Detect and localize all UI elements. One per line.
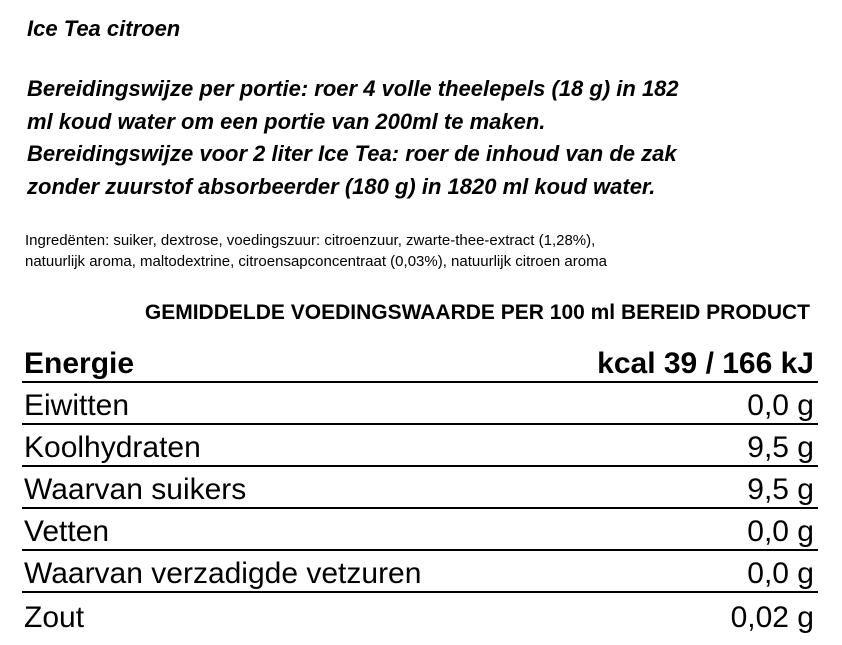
nutrient-value: 9,5 g xyxy=(747,473,814,506)
nutrient-value: 0,02 g xyxy=(730,601,814,634)
nutrient-name: Koolhydraten xyxy=(24,431,201,464)
nutrition-row-protein xyxy=(22,383,818,425)
preparation-line: zonder zuurstof absorbeerder (180 g) in 1820 ml koud water. xyxy=(27,173,656,199)
nutrition-row-sugars xyxy=(22,467,818,509)
preparation-line: ml koud water om een portie van 200ml te maken. xyxy=(27,108,546,134)
nutrient-value: kcal 39 / 166 kJ xyxy=(597,347,814,380)
nutrient-name: Zout xyxy=(24,601,85,634)
nutrient-name: Energie xyxy=(24,347,135,380)
nutrition-row-fat xyxy=(22,509,818,551)
nutrient-name: Vetten xyxy=(24,515,110,548)
nutrient-name: Waarvan suikers xyxy=(24,473,247,506)
preparation-line: Bereidingswijze voor 2 liter Ice Tea: roer de inhoud van de zak xyxy=(27,141,677,166)
nutrition-heading: GEMIDDELDE VOEDINGSWAARDE PER 100 ml BEREID PRODUCT xyxy=(144,301,810,324)
nutrition-row-saturated-fat xyxy=(22,551,818,593)
nutrient-value: 9,5 g xyxy=(747,431,814,464)
ingredients-line: Ingredënten: suiker, dextrose, voedingszuur: citroenzuur, zwarte-thee-extract (1,28%), xyxy=(25,232,596,249)
nutrition-row-energy xyxy=(22,339,818,383)
nutrient-name: Waarvan verzadigde vetzuren xyxy=(24,557,422,590)
nutrient-value: 0,0 g xyxy=(747,389,814,422)
preparation-line: Bereidingswijze per portie: roer 4 volle theelepels (18 g) in 182 xyxy=(27,76,679,101)
nutrient-name: Eiwitten xyxy=(24,389,130,422)
nutrition-row-salt xyxy=(22,593,818,635)
nutrition-table xyxy=(22,339,818,635)
preparation-instructions xyxy=(27,73,679,203)
ingredients-list xyxy=(25,230,607,272)
nutrient-value: 0,0 g xyxy=(747,515,814,548)
product-title: Ice Tea citroen xyxy=(27,16,181,41)
nutrition-row-carbohydrates xyxy=(22,425,818,467)
ingredients-line: natuurlijk aroma, maltodextrine, citroensapconcentraat (0,03%), natuurlijk citroen aroma xyxy=(25,253,607,270)
nutrient-value: 0,0 g xyxy=(747,557,814,590)
